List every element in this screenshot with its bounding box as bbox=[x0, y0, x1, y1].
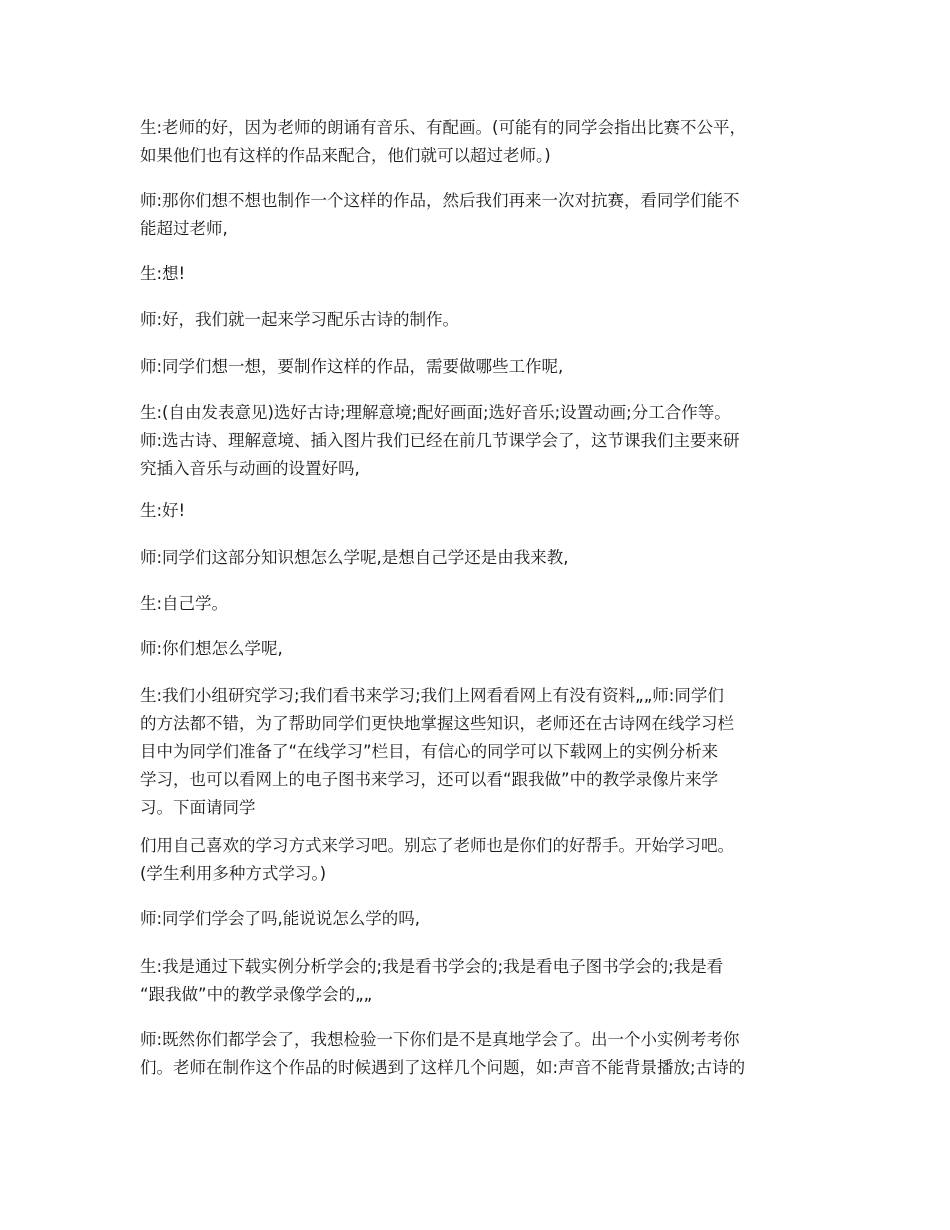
text-line: (学生利用多种方式学习。) bbox=[140, 864, 327, 883]
text-line: 们用自己喜欢的学习方式来学习吧。别忘了老师也是你们的好帮手。开始学习吧。 bbox=[140, 836, 734, 855]
text-line: 习。下面请同学 bbox=[140, 798, 256, 817]
text-line: 师:同学们这部分知识想怎么学呢,是想自己学还是由我来教, bbox=[140, 548, 569, 567]
text-line: 师:好，我们就一起来学习配乐古诗的制作。 bbox=[140, 310, 460, 329]
text-line: 师:同学们想一想，要制作这样的作品，需要做哪些工作呢, bbox=[140, 357, 564, 376]
paragraph-10 bbox=[140, 635, 820, 663]
text-line: 生:老师的好，因为老师的朗诵有音乐、有配画。(可能有的同学会指出比赛不公平， bbox=[140, 118, 746, 137]
text-line: 生:(自由发表意见)选好古诗;理解意境;配好画面;选好音乐;设置动画;分工合作等。 bbox=[140, 403, 731, 422]
text-line: 如果他们也有这样的作品来配合，他们就可以超过老师。) bbox=[140, 146, 551, 165]
paragraph-2 bbox=[140, 187, 820, 243]
text-line: 能超过老师, bbox=[140, 219, 228, 238]
paragraph-15 bbox=[140, 1026, 820, 1082]
paragraph-12 bbox=[140, 832, 820, 888]
paragraph-3 bbox=[140, 260, 820, 288]
text-line: 生:自己学。 bbox=[140, 594, 229, 613]
paragraph-1 bbox=[140, 114, 820, 170]
text-line: 师:你们想怎么学呢, bbox=[140, 639, 283, 658]
text-line: 生:好! bbox=[140, 501, 186, 520]
paragraph-4 bbox=[140, 306, 820, 334]
paragraph-8 bbox=[140, 544, 820, 572]
text-line: 的方法都不错，为了帮助同学们更快地掌握这些知识，老师还在古诗网在线学习栏 bbox=[140, 714, 734, 733]
text-line: 师:选古诗、理解意境、插入图片我们已经在前几节课学会了，这节课我们主要来研 bbox=[140, 431, 740, 450]
text-line: 师:同学们学会了吗,能说说怎么学的吗, bbox=[140, 909, 421, 928]
paragraph-11 bbox=[140, 682, 820, 822]
text-line: 生:想! bbox=[140, 264, 186, 283]
text-line: 生:我是通过下载实例分析学会的;我是看书学会的;我是看电子图书学会的;我是看 bbox=[140, 957, 724, 976]
paragraph-14 bbox=[140, 953, 820, 1009]
text-line: 师:那你们想不想也制作一个这样的作品，然后我们再来一次对抗赛，看同学们能不 bbox=[140, 191, 740, 210]
text-line: 学习，也可以看网上的电子图书来学习，还可以看“跟我做”中的教学录像片来学 bbox=[140, 770, 719, 789]
text-line: 究插入音乐与动画的设置好吗, bbox=[140, 459, 360, 478]
paragraph-9 bbox=[140, 590, 820, 618]
text-line: 们。老师在制作这个作品的时候遇到了这样几个问题，如:声音不能背景播放;古诗的 bbox=[140, 1058, 746, 1077]
text-line: 目中为同学们准备了“在线学习”栏目，有信心的同学可以下载网上的实例分析来 bbox=[140, 742, 719, 761]
paragraph-6 bbox=[140, 399, 820, 483]
text-line: “跟我做”中的教学录像学会的„„ bbox=[140, 985, 373, 1004]
paragraph-7 bbox=[140, 497, 820, 525]
paragraph-13 bbox=[140, 905, 820, 933]
paragraph-5 bbox=[140, 353, 820, 381]
text-line: 师:既然你们都学会了，我想检验一下你们是不是真地学会了。出一个小实例考考你 bbox=[140, 1030, 740, 1049]
text-line: 生:我们小组研究学习;我们看书来学习;我们上网看看网上有没有资料„„师:同学们 bbox=[140, 686, 724, 705]
